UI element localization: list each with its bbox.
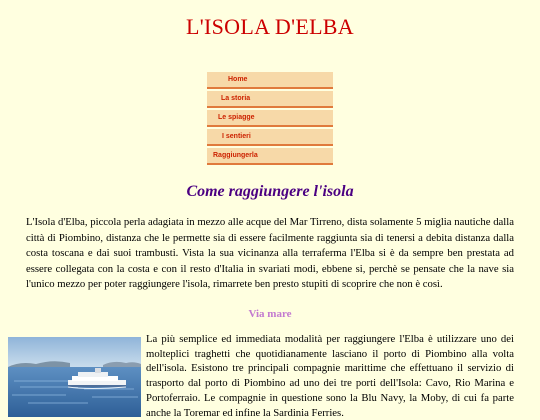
ferry-photo [8, 337, 141, 417]
site-title: L'ISOLA D'ELBA [186, 14, 354, 39]
nav-menu [207, 72, 333, 167]
nav-item-raggiungerla[interactable] [207, 148, 333, 165]
nav-item-label: Le spiagge [218, 114, 255, 121]
nav-item-home[interactable] [207, 72, 333, 89]
nav-item-label: Home [228, 76, 248, 83]
nav-item-i-sentieri[interactable] [207, 129, 333, 146]
intro-paragraph: L'Isola d'Elba, piccola perla adagiata in mezzo alle acque del Mar Tirreno, dista solamente 5 miglia nautiche dalla città di Piombino, distanza che le permette sia di essere facilmente raggiunta sia di tenersi a debita distanza dalla costa toscana e dai suoi trambusti. Vista la sua vicinanza alla terraferma l'Elba si è da sempre ben prestata ad essere collegata con la costa e con il resto d'Italia in svariati modi, ebbene si, perchè se pensate che la nave sia l'unico mezzo per poter raggiungere l'isola, rimarrete ben presto stupiti di scoprire che non è così. [26, 216, 514, 290]
nav-item-la-storia[interactable] [207, 91, 333, 108]
via-mare-paragraph: La più semplice ed immediata modalità per raggiungere l'Elba è utilizzare uno dei molteplici traghetti che quotidianamente lasciano il porto di Piombino alla volta dell'isola. Esistono tre principali compagnie marittime che effettuano il servizio di trasporto dal porto di Piombino ad uno dei tre porti dell'Isola: Cavo, Rio Marina e Portoferraio. Le compagnie in questione sono la Blu Navy, la Moby, di cui fa parte anche la Toremar ed infine la Sardinia Ferries. [146, 333, 514, 419]
nav-item-label: La storia [221, 95, 251, 102]
nav-item-label: I sentieri [222, 133, 251, 140]
nav-item-le-spiagge[interactable] [207, 110, 333, 127]
section-heading-via-mare: Via mare [248, 308, 292, 320]
page-title: Come raggiungere l'isola [186, 183, 354, 200]
nav-item-label: Raggiungerla [213, 152, 258, 159]
